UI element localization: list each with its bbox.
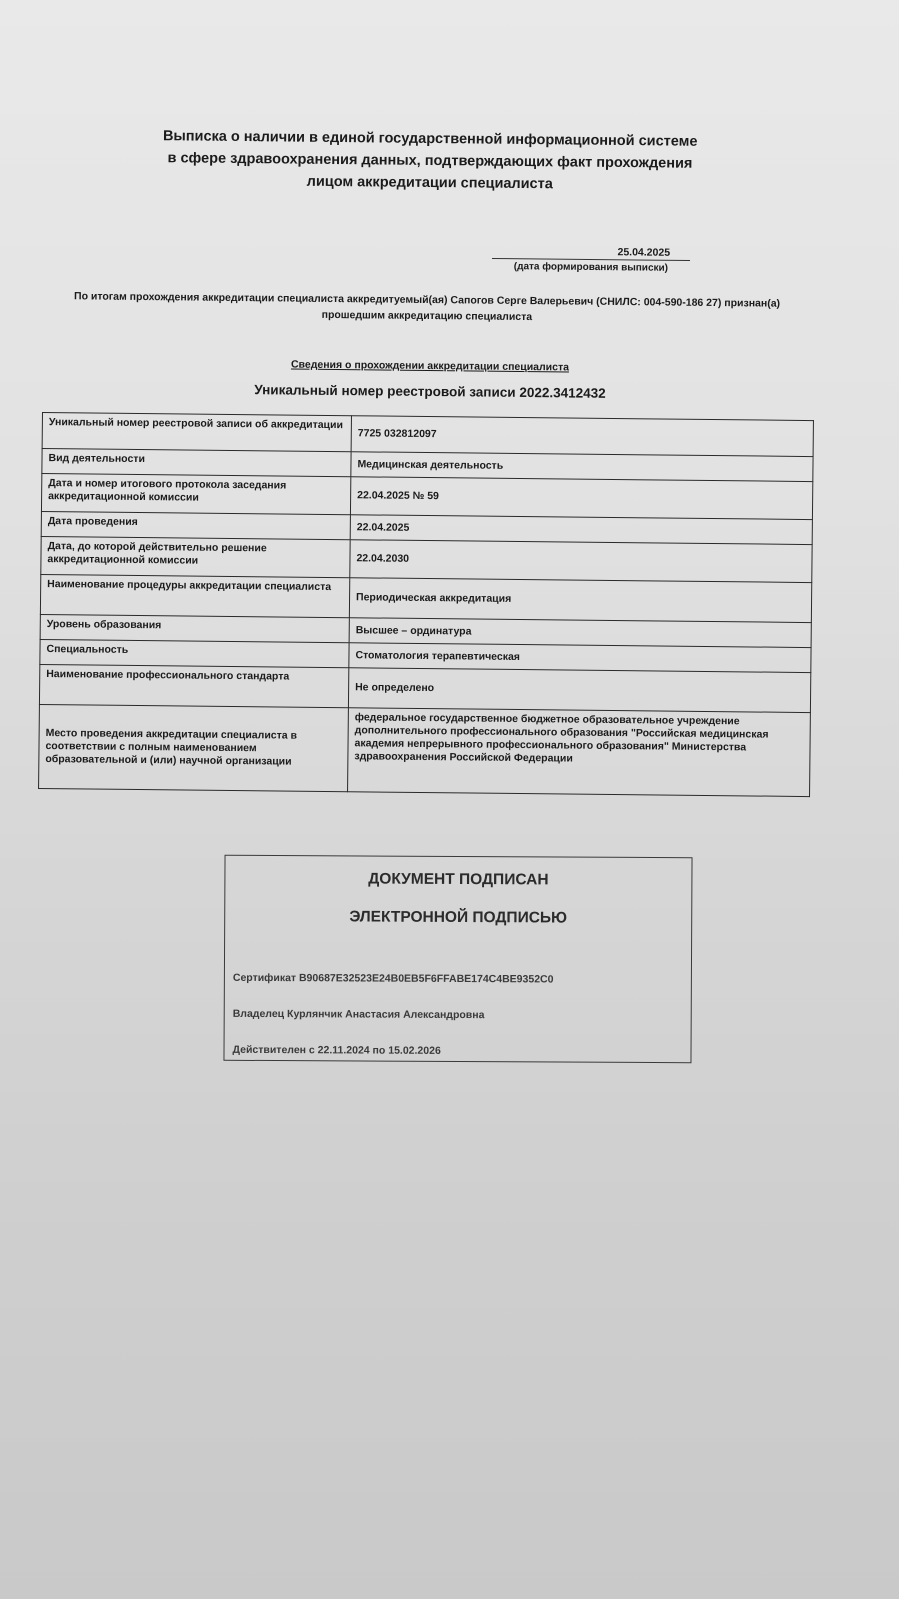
row-label: Вид деятельности [42,449,351,477]
signature-heading-line1: ДОКУМЕНТ ПОДПИСАН [368,870,549,889]
accreditation-table [38,412,814,797]
row-value: 22.04.2030 [350,540,812,583]
table-row [39,704,811,796]
issue-date: 25.04.2025 [492,245,690,261]
certificate-validity: Действителен с 22.11.2024 по 15.02.2026 [232,1043,441,1057]
date-block [492,245,690,274]
row-label: Дата проведения [41,511,350,539]
certificate-owner: Владелец Курлянчик Анастасия Александровна [232,1007,485,1022]
electronic-signature-box [223,855,692,1063]
row-label: Дата и номер итогового протокола заседания аккредитационной комиссии [41,474,350,515]
row-value: Высшее – ординатура [349,618,811,648]
certificate-number: Сертификат B90687E32523E24B0EB5F6FFABE174C4BE9352C0 [232,971,554,986]
row-value: Не определено [348,668,810,713]
row-label: Уникальный номер реестровой записи об аккредитации [42,413,351,452]
row-label: Специальность [40,639,349,667]
row-value: федеральное государственное бюджетное образовательное учреждение дополнительного профессионального образования "Российская медицинская академия непрерывного профессионального образования" Министерства здравоохранения Российской Федерации [348,708,811,797]
row-label: Уровень образования [40,614,349,642]
signature-heading-line2: ЭЛЕКТРОННОЙ ПОДПИСЬЮ [349,908,568,927]
row-value: Стоматология терапевтическая [349,643,811,673]
document-title: Выписка о наличии в единой государственной информационной системе в сфере здравоохранения данных, подтверждающих факт прохождения лицом аккредитации специалиста [162,128,698,193]
row-label: Наименование профессионального стандарта [39,664,348,707]
section-heading: Сведения о прохождении аккредитации специалиста [290,358,570,374]
row-value: Медицинская деятельность [351,452,813,482]
issue-date-caption: (дата формирования выписки) [513,261,669,274]
registry-number: Уникальный номер реестровой записи 2022.3412432 [254,382,606,401]
row-value: 22.04.2025 [350,515,812,545]
row-value: Периодическая аккредитация [349,578,811,623]
row-value: 22.04.2025 № 59 [350,477,812,520]
row-label: Наименование процедуры аккредитации специалиста [40,574,349,617]
row-value: 7725 032812097 [351,416,813,457]
row-label: Место проведения аккредитации специалиста в соответствии с полным наименованием образовательной и (или) научной организации [39,704,349,791]
intro-text: По итогам прохождения аккредитации специалиста аккредитуемый(ая) Сапогов Серге Валерьевич (СНИЛС: 004-590-186 27) признан(а) прошедшим аккредитацию специалиста [74,290,781,324]
row-label: Дата, до которой действительно решение аккредитационной комиссии [41,536,350,577]
